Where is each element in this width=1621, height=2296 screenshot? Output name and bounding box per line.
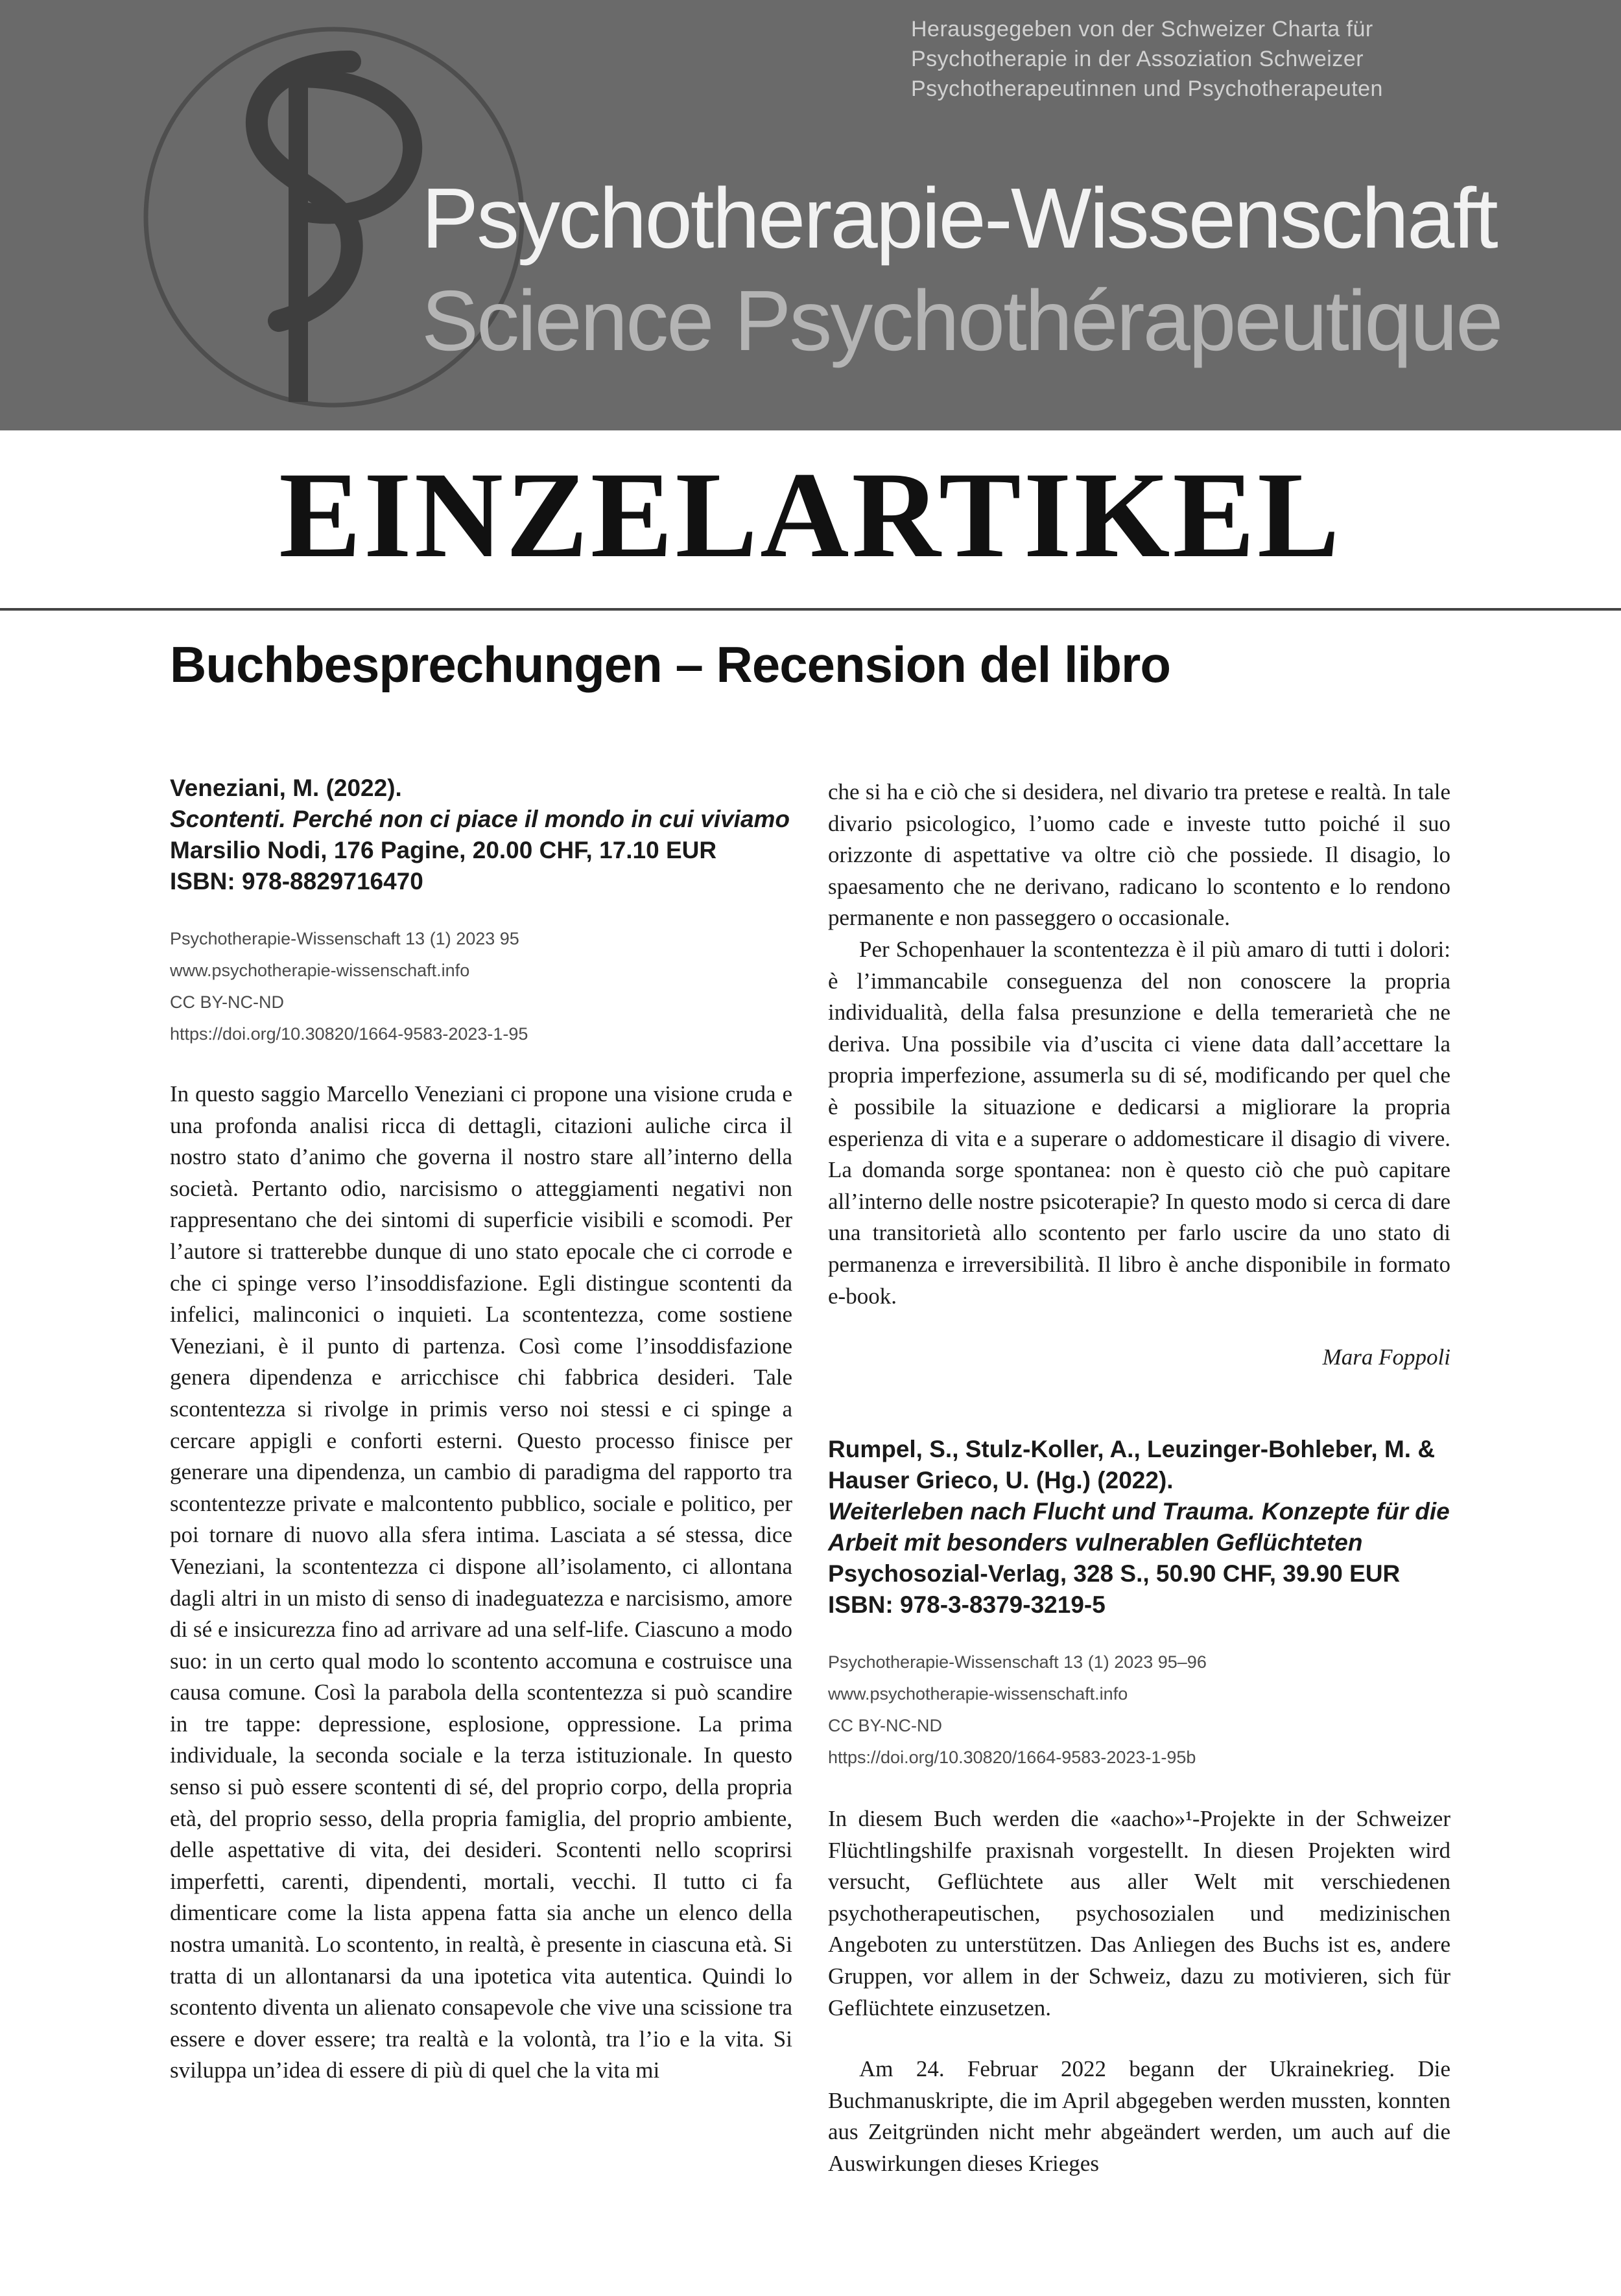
right-column: [828, 777, 1450, 2180]
review1-citation: Psychotherapie-Wissenschaft 13 (1) 2023 95: [170, 929, 519, 948]
review1-meta: [170, 923, 792, 1050]
journal-header-band: [0, 0, 1621, 430]
section-title: Buchbesprechungen – Recension del libro: [170, 636, 1170, 693]
review2: [828, 1434, 1450, 2180]
review2-bibliography: [828, 1434, 1450, 1621]
review1-author: Veneziani, M. (2022).: [170, 775, 402, 801]
review2-paragraph-2: Am 24. Februar 2022 begann der Ukrainekrieg. Die Buchmanuskripte, die im April abgegeben werden mussten, konnten aus Zeitgründen nicht mehr abgeändert werden, um auch auf die Auswirkungen dieses Krieges: [828, 2056, 1450, 2177]
review2-paragraph-1: In diesem Buch werden die «aacho»¹-Projekte in der Schweizer Flüchtlingshilfe praxisnah vorgestellt. In diesen Projekten wird versucht, Geflüchtete aus aller Welt mit verschiedenen psychotherapeutischen, psychosozialen und medizinischen Angeboten zu unterstützen. Das Anliegen des Buchs ist es, andere Gruppen, vor allem in der Schweiz, dazu zu motivieren, sich für Geflüchtete einzusetzen.: [828, 1806, 1450, 2021]
review1-website-link[interactable]: www.psychotherapie-wissenschaft.info: [170, 961, 470, 980]
publisher-line: Psychotherapie in der Assoziation Schweizer: [911, 47, 1364, 71]
review1-doi-link[interactable]: https://doi.org/10.30820/1664-9583-2023-1-95: [170, 1024, 528, 1044]
review1-paragraph-continued: che si ha e ciò che si desidera, nel divario tra pretese e realtà. In tale divario psicologico, l’uomo cade e investe tutto poiché il suo orizzonte di aspettative va oltre ciò che possiede. Il disagio, lo spaesamento che ne derivano, radicano lo scontento e lo rendono permanente e non passeggero o occasionale.: [828, 779, 1450, 931]
left-column: [170, 773, 792, 2087]
review1-publisher: Marsilio Nodi, 176 Pagine, 20.00 CHF, 17.10 EUR: [170, 837, 717, 863]
review2-citation: Psychotherapie-Wissenschaft 13 (1) 2023 95–96: [828, 1652, 1207, 1672]
review2-publisher: Psychosozial-Verlag, 328 S., 50.90 CHF, 39.90 EUR: [828, 1560, 1401, 1587]
review1-book-title: Scontenti. Perché non ci piace il mondo in cui viviamo: [170, 806, 790, 832]
publisher-line: Psychotherapeutinnen und Psychotherapeuten: [911, 76, 1383, 101]
journal-title-german: Psychotherapie-Wissenschaft: [421, 170, 1497, 266]
review1-paragraph-left: In questo saggio Marcello Veneziani ci propone una visione cruda e una profonda analisi ricca di dettagli, citazioni auliche circa il nostro stato d’animo che governa il nostro stare all’interno della società. Pertanto odio, narcisismo o atteggiamenti negativi non rappresentano che dei sintomi di superficie visibili e scomodi. Per l’autore si tratterebbe dunque di uno stato epocale che ci corrode e che ci spinge verso l’insoddisfazione. Egli distingue scontenti da infelici, malinconici o inquieti. La scontentezza, come sostiene Veneziani, è il punto di partenza. Così come l’insoddisfazione genera dipendenza e arricchisce chi fabbrica desideri. Tale scontentezza si rivolge in primis verso noi stessi e ci spinge a cercare appigli e conforti esterni. Questo processo finisce per generare una dipendenza, un cambio di paradigma del rapporto tra scontentezze private e malcontento pubblico, sociale e politico, per poi tornare di nuovo alla sfera intima. Lasciata a sé stessa, dice Veneziani, la scontentezza ci dispone all’isolamento, ci allontana dagli altri in un misto di senso di inadeguatezza e narcisismo, amore di sé e insicurezza fino ad arrivare ad una self-life. Ciascuno a modo suo: in un certo qual modo lo scontento accomuna e costruisce una causa comune. Così la parabola della scontentezza si può scandire in tre tappe: depressione, esplosione, oppressione. La prima individuale, la seconda sociale e la terza istituzionale. In questo senso si può essere scontenti di sé, del proprio corpo, della propria età, del proprio sesso, della propria famiglia, del proprio ambiente, delle aspettative di vita, dei desideri. Scontenti nello scoprirsi imperfetti, carenti, dipendenti, mortali, vecchi. Il tutto ci fa dimenticare come la lista appena fatta sia anche un elenco della nostra umanità. Lo scontento, in realtà, è presente in ciascuna età. Si tratta di un allontanarsi da una ipotetica vita autentica. Quindi lo scontento diventa un alienato consapevole che vive una scissione tra essere e dover essere; tra realtà e la volontà, tra l’io e la vita. Si sviluppa un’idea di essere di più di quel che la vita mi: [170, 1081, 792, 2083]
review2-license: CC BY-NC-ND: [828, 1716, 943, 1736]
journal-title-french: Science Psychothérapeutique: [421, 273, 1502, 368]
review1-reviewer-name: Mara Foppoli: [1322, 1344, 1450, 1370]
publisher-statement: [911, 14, 1572, 104]
review2-authors: Rumpel, S., Stulz-Koller, A., Leuzinger-Bohleber, M. & Hauser Grieco, U. (Hg.) (2022).: [828, 1436, 1436, 1494]
review1-bibliography: [170, 773, 792, 897]
review2-meta: [828, 1646, 1450, 1774]
review2-book-title: Weiterleben nach Flucht und Trauma. Konzepte für die Arbeit mit besonders vulnerablen Geflüchteten: [828, 1498, 1450, 1556]
review2-doi-link[interactable]: https://doi.org/10.30820/1664-9583-2023-1-95b: [828, 1748, 1196, 1768]
review1-isbn: ISBN: 978-8829716470: [170, 868, 423, 895]
title-divider: [0, 608, 1621, 611]
review2-isbn: ISBN: 978-3-8379-3219-5: [828, 1591, 1106, 1619]
document-type-heading: EINZELARTIKEL: [279, 447, 1342, 583]
review1-paragraph-conclusion: Per Schopenhauer la scontentezza è il più amaro di tutti i dolori: è l’immancabile conseguenza del non conoscere la propria individualità, della falsa presunzione e della temerarietà che ne deriva. Una possibile via d’uscita ci viene data dall’accettare la propria imperfezione, assumerla su di sé, modificando per quel che è possibile la situazione e dedicarsi a migliorare la propria esperienza di vita e a superare o addomesticare il disagio di vivere. La domanda sorge spontanea: non è questo ciò che può capitare all’interno delle nostre psicoterapie? In questo modo si cerca di dare una transitorietà allo scontento per farlo uscire da uno stato di permanenza e irreversibilità. Il libro è anche disponibile in formato e-book.: [828, 936, 1450, 1309]
review2-website-link[interactable]: www.psychotherapie-wissenschaft.info: [828, 1684, 1128, 1704]
review1-license: CC BY-NC-ND: [170, 992, 285, 1012]
publisher-line: Herausgegeben von der Schweizer Charta für: [911, 17, 1373, 41]
